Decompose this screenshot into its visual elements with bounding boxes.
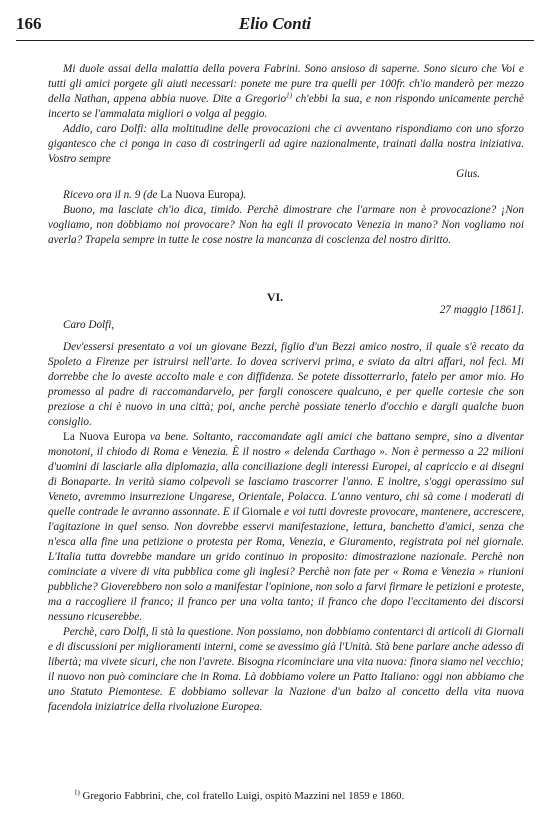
signature: Gius. (456, 168, 480, 180)
footnote: $^{1)}$ Gregorio Fabbrini, che, col fratello Luigi, ospitò Mazzini nel 1859 e 1860. (74, 788, 405, 802)
section-number: VI. (266, 290, 284, 304)
paragraph-addio: Addio, caro Dolfi: alla moltitudine delle provocazioni che ci avventano rispondiamo con uno sforzo gigantesco che ci ponga in caso di costringerli ad agire nazionalmente, trainati dalla nostra iniziativa. Vostro sempre (48, 123, 524, 165)
paragraph-buono: Buono, ma lasciate ch'io dica, timido. Perchè dimostrare che l'armare non è provocazione? ¡Non vogliamo, non dobbiamo noi provocare? Non ha egli il provocato Venezia in mano? Non vogliamo noi averla? Trapela sempre in tutte le cose nostre la mancanza di coscienza del nostro diritto. (48, 204, 524, 246)
running-title: Elio Conti (238, 14, 312, 33)
journal-name: Giornale (241, 506, 282, 518)
paragraph-fabrini: Mi duole assai della malattia della povera Fabrini. Sono ansioso di saperne. Sono sicuro che Voi e tutti gli amici porgete gli aiuti necessari: ponete me pure tra quelli per 100fr. ch'io manderò per mezzo della Nathan, appena abbia nuove. Dite a Gregorio$^{1)}$ ch'ebbi la sua, e non rispondo unicamente perchè incerto se l'ammalata migliori o volga al peggio. (48, 63, 524, 120)
letter-six (48, 318, 524, 715)
header-rule (16, 40, 534, 41)
paragraph-nuova-europa: La Nuova Europa va bene. Soltanto, raccomandate agli amici che battano sempre, sino a diventar monotoni, il chiodo di Roma e Venezia. È il nostro « delenda Carthago ». Non è permesso a 22 milioni d'uomini di lasciarle alla diplomazia, alla conciliazione degli interessi Europei, al capriccio e ai disegni di Bonaparte. In verità siamo colpevoli se lasciamo trascorrer l'anno. E inoltre, s'oggi operassimo sul Veneto, avremmo insurrezione Ungarese, Orientale, Polacca. L'anno venturo, chi sà come i moderati di quelle contrade le avranno assonnate. E il Giornale e voi tutti dovreste provocare, mantenere, accrescere, l'agitazione in quel senso. Non dovrebbe esservi manifestazione, lettura, banchetto d'amici, senza che n'esca alla fine una petizione o protesta per Roma, Venezia, e Giuramento, registrata poi nel giornale. L'Italia tutta dovrebbe mandare un grido continuo in proposito: dimostrazione nazionale. Perchè non cominciate a vivere di vita pubblica come gli inglesi? Perchè non fate per « Roma e Venezia » riunioni pubbliche? Gioverebbero non solo a manifestar l'opinione, non solo a farvi firmare le petizioni e proteste, ma a raccogliere il franco; il franco per una volta tanto; il franco che dopo l'eccitamento dei discorsi nessuno ricuserebbe. (48, 431, 524, 623)
paragraph-ricevo: Ricevo ora il n. 9 (de La Nuova Europa). (63, 189, 247, 201)
paragraph-bezzi: Dev'essersi presentato a voi un giovane Bezzi, figlio d'un Bezzi amico nostro, il quale s'è recato da Spoleto a Firenze per istruirsi nell'arte. Io dovea scrivervi prima, e sviato da altri affari, nol feci. Mi dorrebbe che lo aveste accolto male e con diffidenza. Se potete dissotterrarlo, fatelo per amor mio. Ho promesso al padre di raccomandarvelo, per fargli conoscere qualcuno, e per quelle cortesie che son preziose a chi è nuovo in una città; poi, anche perchè possiate tenerlo d'occhio e dargli qualche buon consiglio. (48, 341, 524, 428)
journal-title: La Nuova Europa (160, 189, 240, 201)
letter-continuation (48, 62, 524, 248)
salutation: Caro Dolfi, (63, 319, 115, 331)
letter-date: 27 maggio [1861]. (439, 304, 524, 316)
page-header (16, 14, 534, 38)
footnote-ref: 1) (286, 91, 292, 100)
journal-title: La Nuova Europa (63, 431, 146, 443)
paragraph-questione: Perchè, caro Dolfi, lì stà la questione. Non possiamo, non dobbiamo contentarci di articoli di Giornali e di discussioni per miglioramenti interni, come se avessimo già l'Unità. Stà bene parlare anche adesso di libertà; ma vivete sicuri, che non l'avrete. Bisogna ricominciare una vita nuova: finora siamo nel vecchio; il nuovo non può cominciare che in Roma. Là dobbiamo volere un Patto Italiano: oggi non abbiamo che uno Statuto Piemontese. E dobbiamo sollevar la Nazione d'un balzo al concetto della vita nuova facendola iniziatrice della rivoluzione Europea. (48, 626, 524, 713)
page-number: 166 (16, 14, 42, 33)
